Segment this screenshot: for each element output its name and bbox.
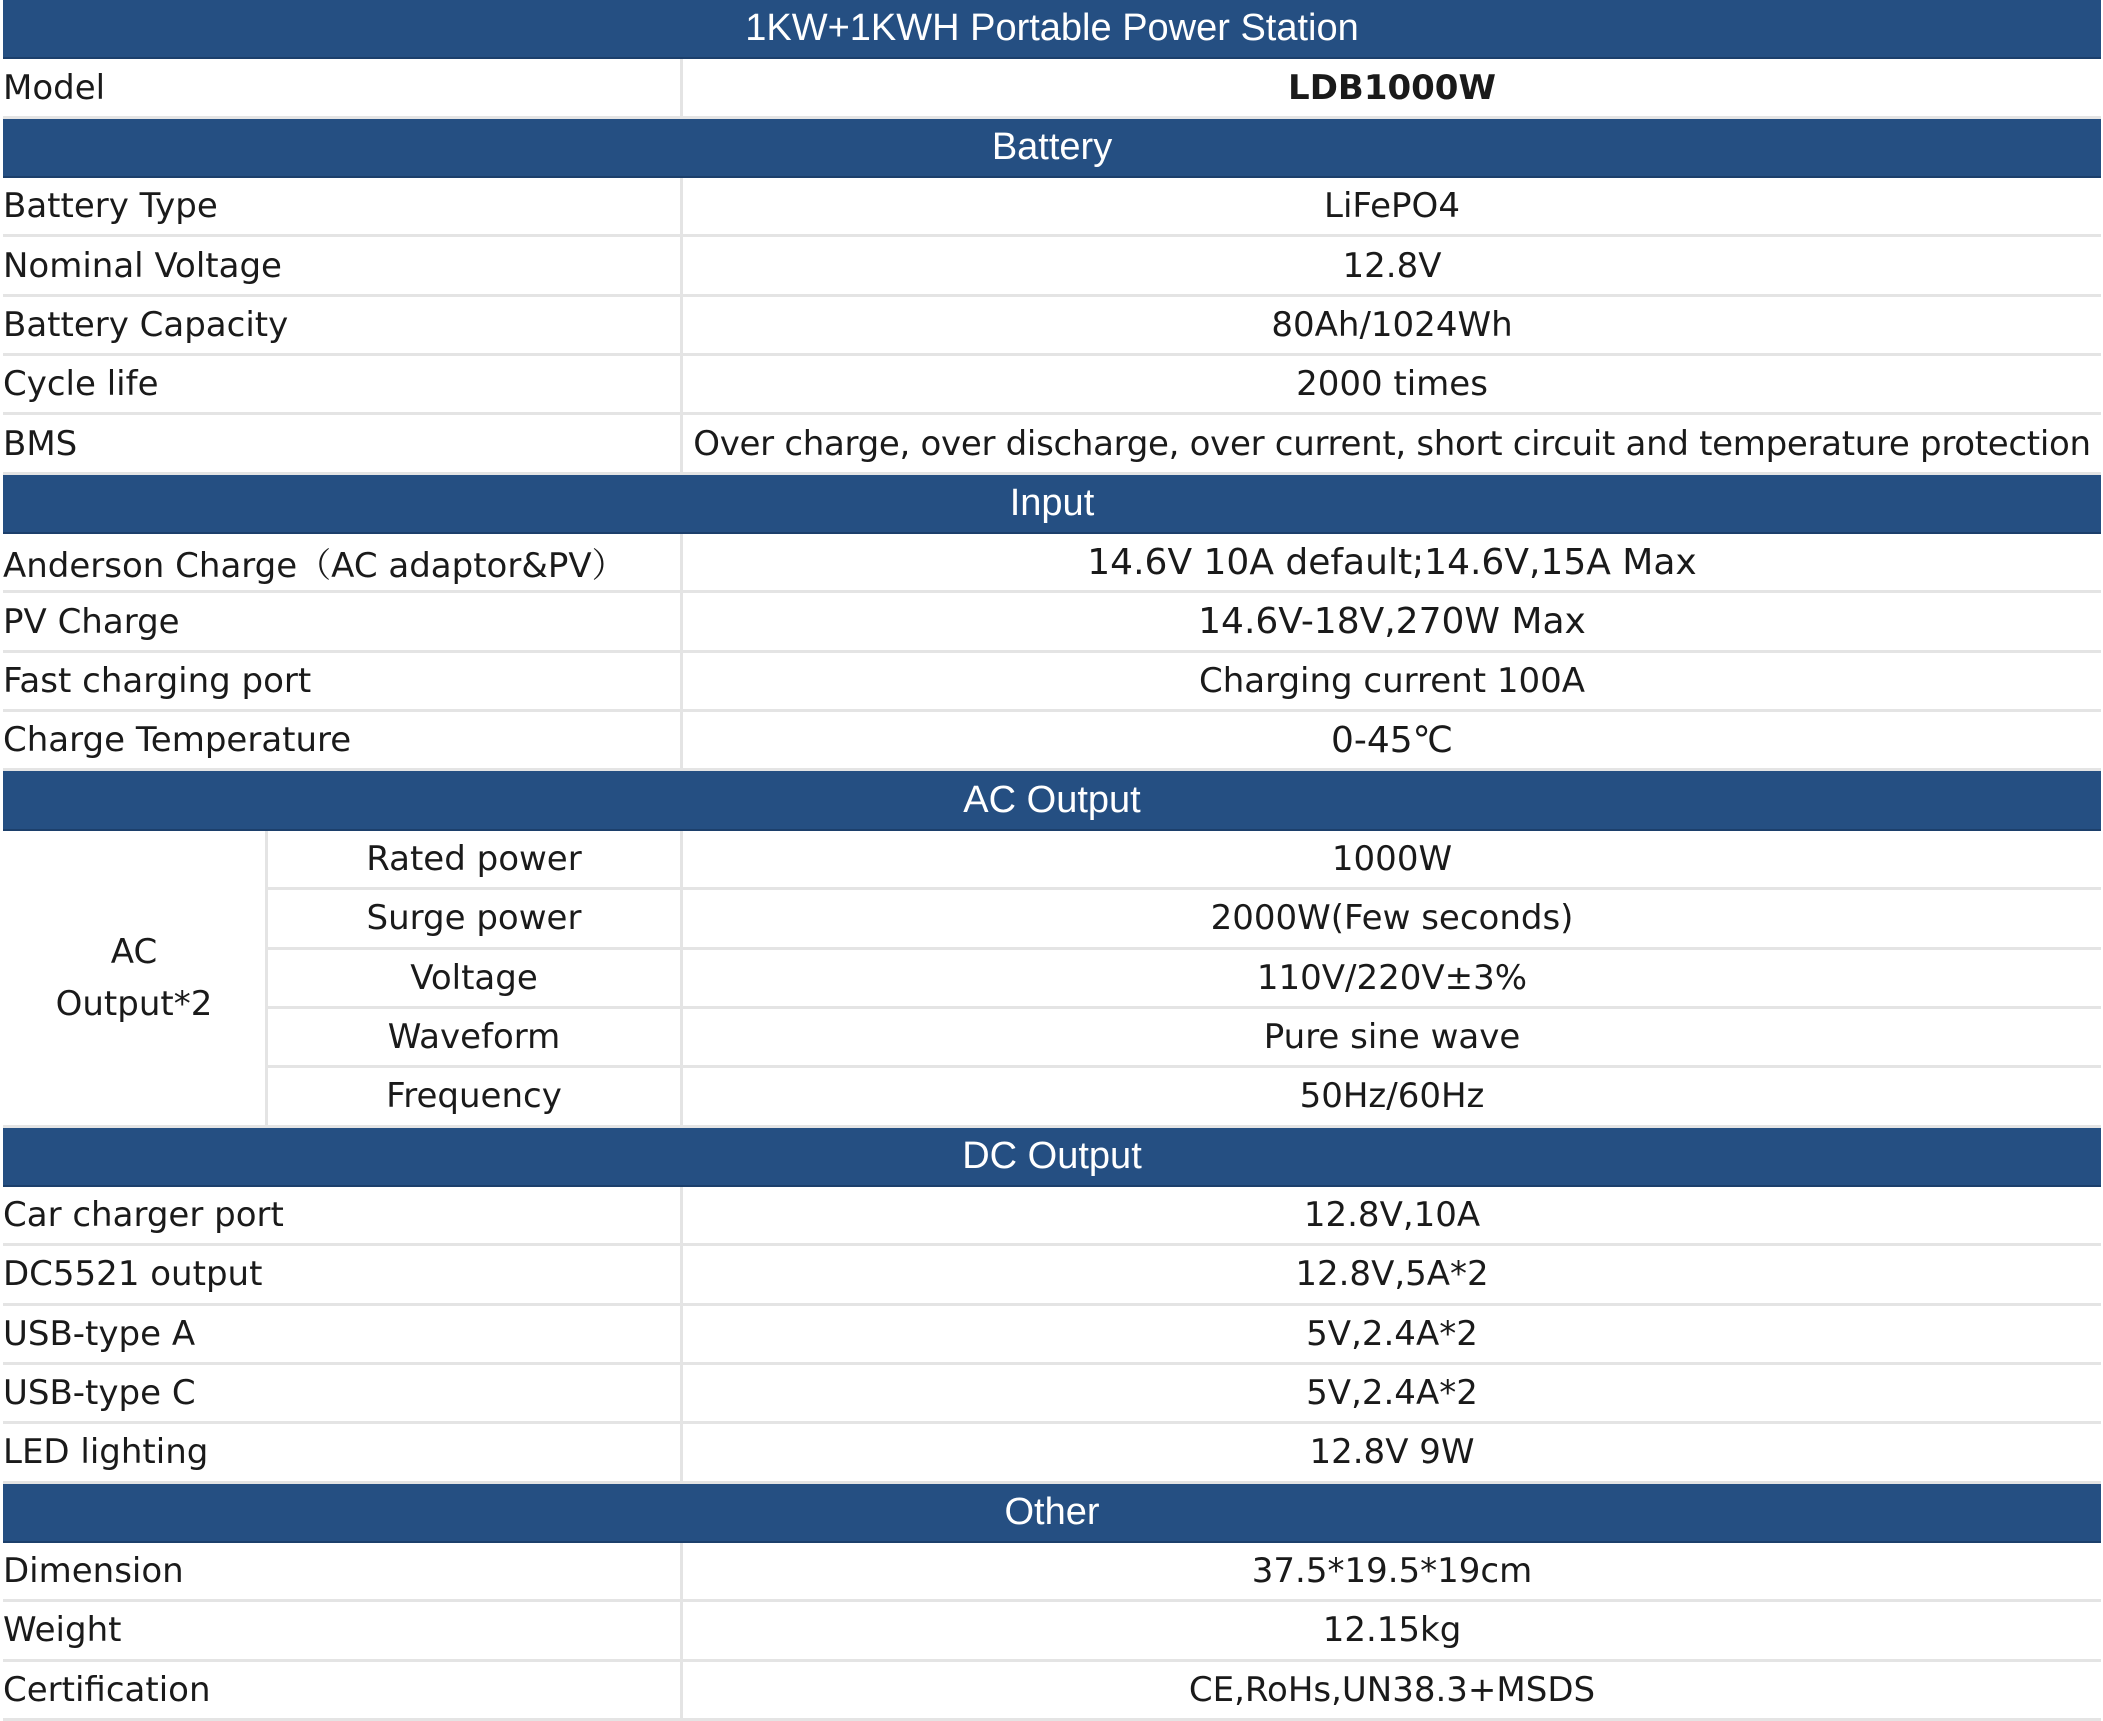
- spec-value: 5V,2.4A*2: [683, 1365, 2101, 1424]
- table-row: [3, 1662, 2101, 1721]
- battery-section-header: [3, 119, 2101, 178]
- spec-label: DC5521 output: [3, 1246, 683, 1305]
- table-row: [3, 593, 2101, 652]
- spec-value: 2000W(Few seconds): [683, 890, 2101, 949]
- spec-label: Fast charging port: [3, 653, 683, 712]
- table-row: [3, 1009, 2101, 1068]
- spec-label: Anderson Charge（AC adaptor&PV）: [3, 534, 683, 593]
- table-row: [3, 1187, 2101, 1246]
- table-title: 1KW+1KWH Portable Power Station: [3, 0, 2101, 59]
- spec-label: LED lighting: [3, 1424, 683, 1483]
- spec-value: 12.15kg: [683, 1602, 2101, 1661]
- dc-output-heading: DC Output: [3, 1128, 2101, 1187]
- spec-label: Dimension: [3, 1543, 683, 1602]
- ac-output-section-header: [3, 771, 2101, 830]
- battery-heading: Battery: [3, 119, 2101, 178]
- spec-label: Battery Type: [3, 178, 683, 237]
- spec-value: 12.8V,5A*2: [683, 1246, 2101, 1305]
- spec-label: Rated power: [268, 831, 683, 890]
- spec-label: Waveform: [268, 1009, 683, 1068]
- spec-value: 0-45℃: [683, 712, 2101, 771]
- ac-output-heading: AC Output: [3, 771, 2101, 830]
- spec-label: PV Charge: [3, 593, 683, 652]
- spec-label: USB-type C: [3, 1365, 683, 1424]
- spec-label: Surge power: [268, 890, 683, 949]
- table-row: [3, 1365, 2101, 1424]
- spec-label: Weight: [3, 1602, 683, 1661]
- spec-value: 5V,2.4A*2: [683, 1306, 2101, 1365]
- spec-label: Battery Capacity: [3, 297, 683, 356]
- spec-label: Nominal Voltage: [3, 237, 683, 296]
- spec-label: Certification: [3, 1662, 683, 1721]
- spec-value: 14.6V 10A default;14.6V,15A Max: [683, 534, 2101, 593]
- table-row: [3, 178, 2101, 237]
- spec-value: 12.8V: [683, 237, 2101, 296]
- spec-label: BMS: [3, 415, 683, 474]
- spec-value: Pure sine wave: [683, 1009, 2101, 1068]
- spec-label: Car charger port: [3, 1187, 683, 1246]
- spec-value: 50Hz/60Hz: [683, 1068, 2101, 1127]
- spec-label: Charge Temperature: [3, 712, 683, 771]
- table-row: [3, 1068, 2101, 1127]
- spec-label: Frequency: [268, 1068, 683, 1127]
- table-row: [3, 534, 2101, 593]
- model-value: LDB1000W: [683, 59, 2101, 118]
- table-row: [3, 653, 2101, 712]
- spec-value: 14.6V-18V,270W Max: [683, 593, 2101, 652]
- spec-label: USB-type A: [3, 1306, 683, 1365]
- spec-value: 80Ah/1024Wh: [683, 297, 2101, 356]
- group-label-line: AC: [110, 931, 158, 972]
- spec-value: Over charge, over discharge, over current, short circuit and temperature protection: [683, 415, 2101, 474]
- spec-label: Cycle life: [3, 356, 683, 415]
- spec-label: Voltage: [268, 950, 683, 1009]
- title-row: [3, 0, 2101, 59]
- input-heading: Input: [3, 475, 2101, 534]
- model-label: Model: [3, 59, 683, 118]
- table-row: [3, 950, 2101, 1009]
- table-row: [3, 237, 2101, 296]
- table-row: [3, 890, 2101, 949]
- ac-output-group-label: [3, 831, 268, 1128]
- spec-table: [3, 0, 2101, 1721]
- spec-value: 2000 times: [683, 356, 2101, 415]
- table-row: [3, 415, 2101, 474]
- input-section-header: [3, 475, 2101, 534]
- table-row: [3, 1246, 2101, 1305]
- spec-value: 1000W: [683, 831, 2101, 890]
- spec-value: 110V/220V±3%: [683, 950, 2101, 1009]
- table-row: [3, 1424, 2101, 1483]
- table-row: [3, 1306, 2101, 1365]
- spec-value: LiFePO4: [683, 178, 2101, 237]
- table-row: [3, 356, 2101, 415]
- spec-value: 12.8V 9W: [683, 1424, 2101, 1483]
- other-section-header: [3, 1484, 2101, 1543]
- spec-value: 12.8V,10A: [683, 1187, 2101, 1246]
- spec-sheet: [3, 0, 2101, 1721]
- spec-value: Charging current 100A: [683, 653, 2101, 712]
- dc-output-section-header: [3, 1128, 2101, 1187]
- table-row: [3, 1543, 2101, 1602]
- table-row: [3, 297, 2101, 356]
- model-row: [3, 59, 2101, 118]
- table-row: [3, 831, 2101, 890]
- other-heading: Other: [3, 1484, 2101, 1543]
- group-label-line: Output*2: [55, 983, 213, 1024]
- table-row: [3, 712, 2101, 771]
- spec-value: 37.5*19.5*19cm: [683, 1543, 2101, 1602]
- table-row: [3, 1602, 2101, 1661]
- spec-value: CE,RoHs,UN38.3+MSDS: [683, 1662, 2101, 1721]
